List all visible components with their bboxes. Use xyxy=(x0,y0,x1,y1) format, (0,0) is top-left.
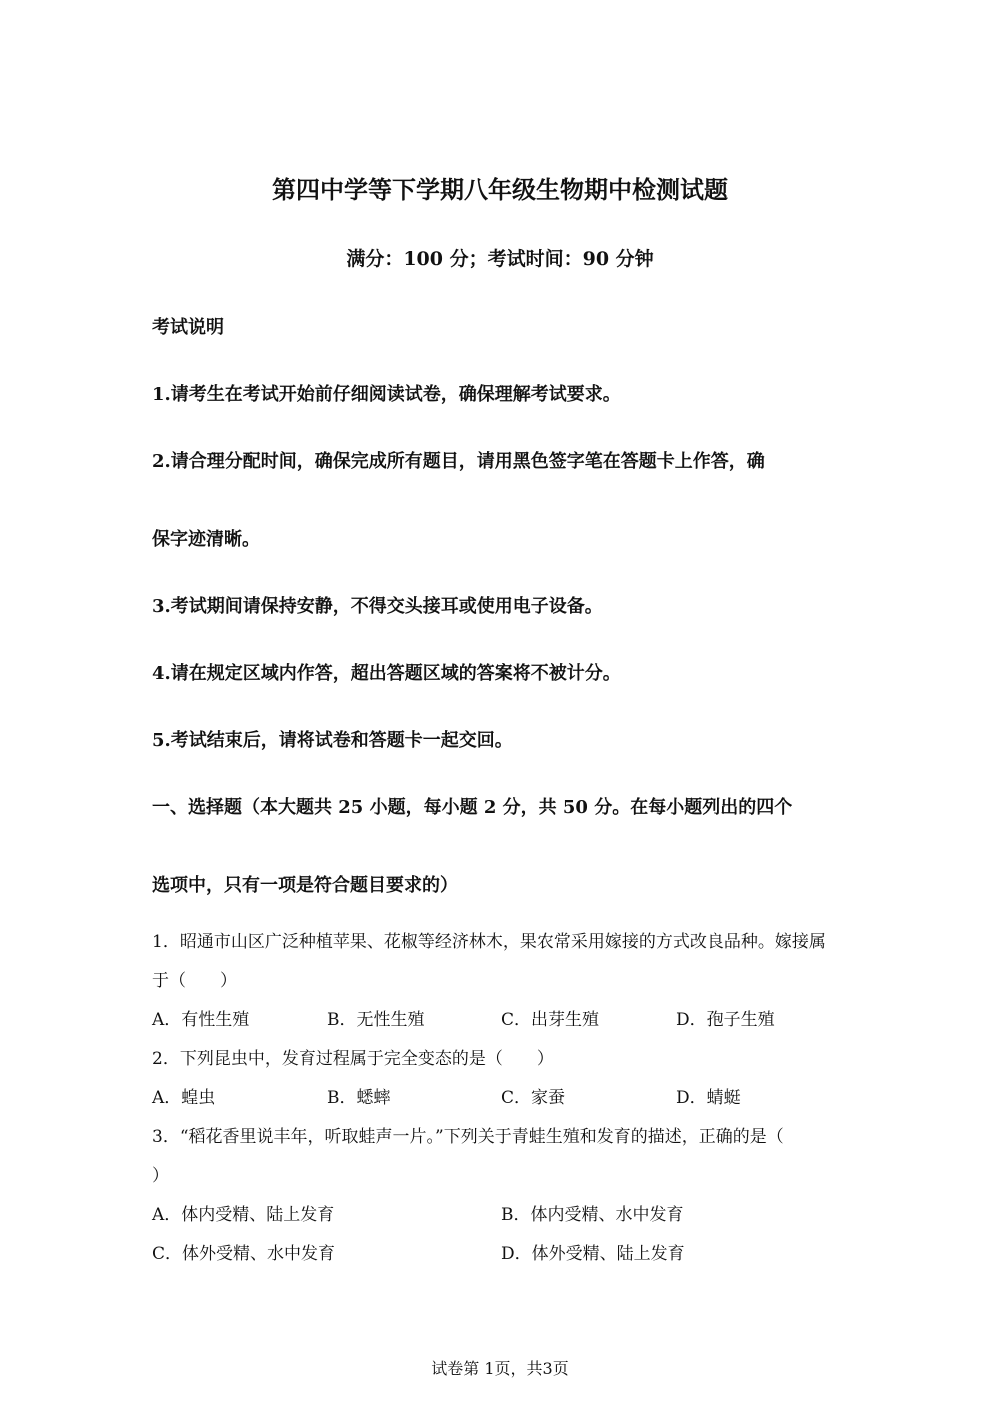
question-1-stem-line2: 于（ ） xyxy=(152,971,237,991)
section-heading-line1: 一、选择题（本大题共 25 小题，每小题 2 分，共 50 分。在每小题列出的四个 xyxy=(152,797,793,818)
instruction-item-2-line1: 2.请合理分配时间，确保完成所有题目，请用黑色签字笔在答题卡上作答，确 xyxy=(152,451,765,472)
question-2-option-b: B．蟋蟀 xyxy=(327,1088,391,1108)
instruction-item-4: 4.请在规定区域内作答，超出答题区域的答案将不被计分。 xyxy=(152,663,621,684)
question-2-option-d: D．蜻蜓 xyxy=(676,1088,741,1108)
question-3-stem-line1: 3．“稻花香里说丰年，听取蛙声一片。”下列关于青蛙生殖和发育的描述，正确的是（ xyxy=(152,1127,784,1147)
question-1-option-d: D．孢子生殖 xyxy=(676,1010,775,1030)
question-2-option-a: A．蝗虫 xyxy=(152,1088,216,1108)
question-1-option-c: C．出芽生殖 xyxy=(501,1010,600,1030)
question-3-stem-line2: ） xyxy=(152,1166,169,1186)
question-3-option-c: C．体外受精、水中发育 xyxy=(152,1244,336,1264)
instructions-heading: 考试说明 xyxy=(152,317,224,338)
exam-meta: 满分：100 分；考试时间：90 分钟 xyxy=(346,248,654,270)
question-3-option-a: A．体内受精、陆上发育 xyxy=(152,1205,335,1225)
question-2-stem: 2．下列昆虫中，发育过程属于完全变态的是（ ） xyxy=(152,1049,554,1069)
page-indicator: 试卷第 1页，共3页 xyxy=(431,1359,569,1378)
question-3-option-d: D．体外受精、陆上发育 xyxy=(501,1244,685,1264)
instruction-item-3: 3.考试期间请保持安静，不得交头接耳或使用电子设备。 xyxy=(152,596,603,617)
question-1-stem-line1: 1．昭通市山区广泛种植苹果、花椒等经济林木，果农常采用嫁接的方式改良品种。嫁接属 xyxy=(152,932,826,952)
page-title: 第四中学等下学期八年级生物期中检测试题 xyxy=(272,175,728,204)
question-1-option-a: A．有性生殖 xyxy=(152,1010,250,1030)
instruction-item-2-line2: 保字迹清晰。 xyxy=(152,529,260,550)
instruction-item-1: 1.请考生在考试开始前仔细阅读试卷，确保理解考试要求。 xyxy=(152,384,621,405)
instruction-item-5: 5.考试结束后，请将试卷和答题卡一起交回。 xyxy=(152,730,513,751)
question-2-option-c: C．家蚕 xyxy=(501,1088,566,1108)
question-1-option-b: B．无性生殖 xyxy=(327,1010,425,1030)
question-3-option-b: B．体内受精、水中发育 xyxy=(501,1205,684,1225)
section-heading-line2: 选项中，只有一项是符合题目要求的） xyxy=(152,875,458,896)
